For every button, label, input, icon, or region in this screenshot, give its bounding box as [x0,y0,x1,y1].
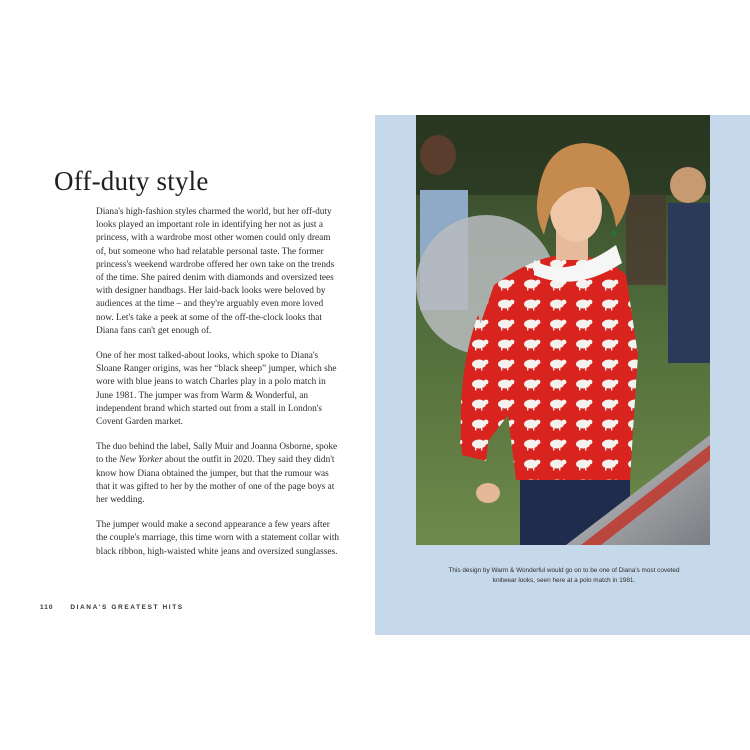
paragraph-3-end: about the outfit in 2020. They said they didn't know how Diana obtained the jumper, but that the rumour was that it was gifted to her by the mother of one of the page boys at her wedding. [96,455,335,506]
paragraph-1: Diana's high-fashion styles charmed the world, but her off-duty looks played an important role in identifying her not as just a princess, with a wardrobe most other women could only dream of, but someone who had relatable personal taste. The former princess's weekend wardrobe offered her own take on the trends of the time. She paired denim with diamonds and oversized tees with designer handbags. Her laid-back looks were beloved by audiences at the time – and they're arguably even more loved now. Let's take a peek at some of the off-the-clock looks that Diana fans can't get enough of. [96,207,335,336]
page-title: Off-duty style [54,166,209,197]
paragraph-3-start: The duo behind the label, Sally Muir and Joanna Osborne, spoke to the [96,442,338,466]
page-number: 110 [40,604,54,611]
article-body [96,206,341,571]
paragraph-2: One of her most talked-about looks, which spoke to Diana's Sloane Ranger origins, was her “black sheep” jumper, which she wore with blue jeans to watch Charles play in a polo match in June 1981. The jumper was from Warm & Wonderful, an independent brand which started out from a stall in London's Covent Garden market. [96,351,337,428]
publication-name: New Yorker [119,455,163,466]
photo-caption: This design by Warm & Wonderful would go on to be one of Diana's most coveted knitwear looks, seen here at a polo match in 1981. [448,567,680,584]
running-head: DIANA'S GREATEST HITS [70,604,184,611]
diana-polo-photo [416,115,710,545]
paragraph-4: The jumper would make a second appearance a few years after the couple's marriage, this time worn with a statement collar with black ribbon, high-waisted white jeans and oversized sunglasses. [96,520,340,557]
paragraph-3 [96,441,341,507]
page-folio [40,604,184,611]
